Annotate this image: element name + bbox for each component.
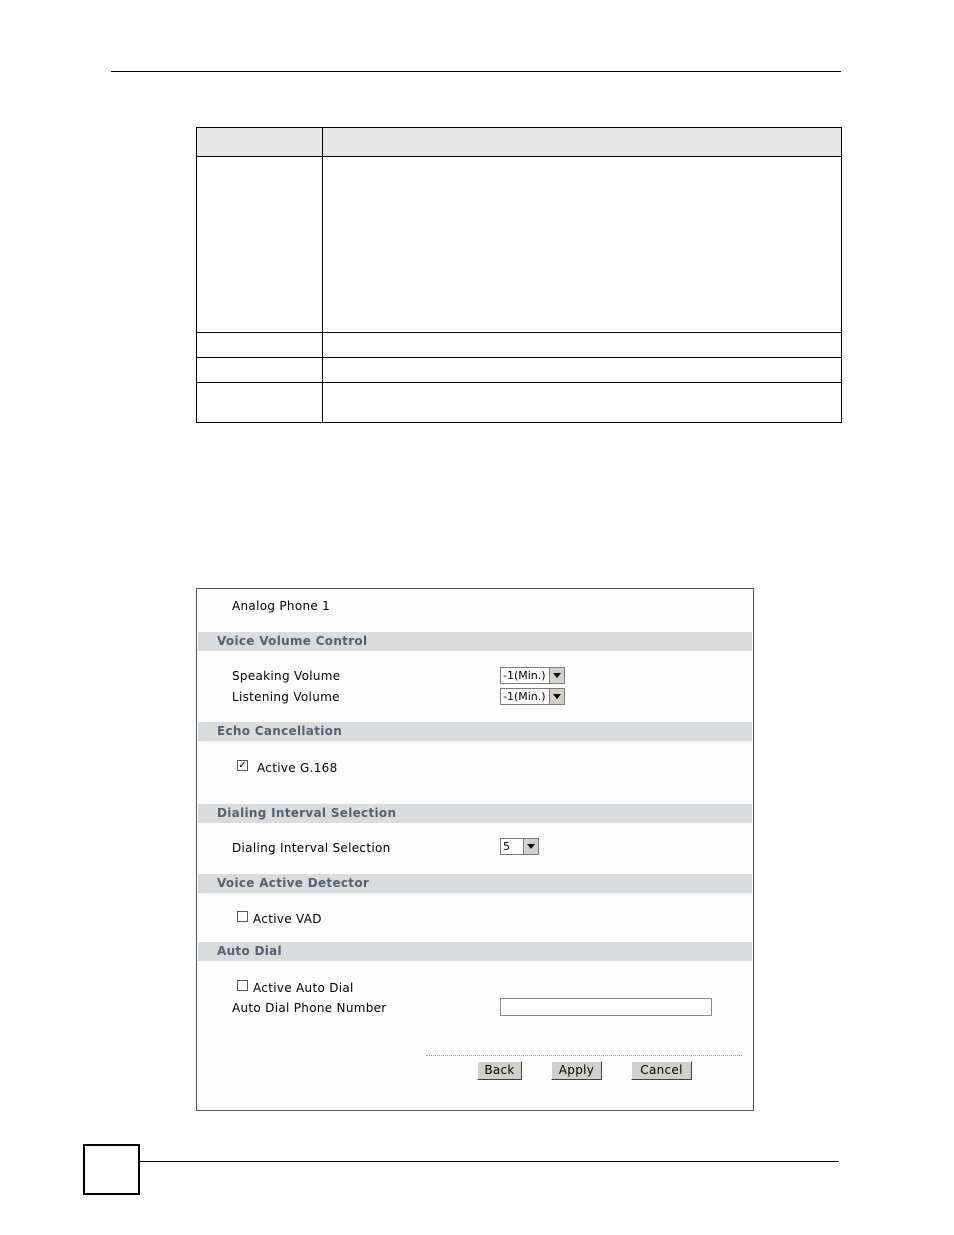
auto-dial-checkbox[interactable] — [237, 980, 248, 991]
apply-button[interactable]: Apply — [551, 1061, 602, 1080]
back-button[interactable]: Back — [477, 1061, 522, 1080]
auto-dial-label: Active Auto Dial — [253, 981, 354, 995]
echo-cancellation-label: Active G.168 — [257, 761, 338, 775]
speaking-volume-select[interactable] — [500, 667, 565, 684]
listening-volume-label: Listening Volume — [232, 690, 340, 704]
reference-table — [196, 127, 842, 423]
chevron-down-icon[interactable] — [549, 668, 564, 683]
section-auto-dial: Auto Dial — [198, 942, 752, 961]
table-row-divider — [197, 357, 841, 358]
speaking-volume-label: Speaking Volume — [232, 669, 341, 683]
listening-volume-value: -1(Min.) — [503, 690, 546, 703]
footer-rule — [140, 1161, 839, 1162]
button-separator — [426, 1055, 742, 1056]
auto-dial-number-label: Auto Dial Phone Number — [232, 1001, 387, 1015]
port-title: Analog Phone 1 — [232, 599, 331, 613]
table-column-divider — [322, 128, 323, 422]
cancel-button[interactable]: Cancel — [631, 1061, 692, 1080]
header-rule — [111, 71, 841, 72]
section-voice-active-detector: Voice Active Detector — [198, 874, 752, 893]
speaking-volume-value: -1(Min.) — [503, 669, 546, 682]
analog-phone-settings-panel — [196, 588, 754, 1111]
vad-checkbox[interactable] — [237, 911, 248, 922]
table-header-row — [197, 128, 841, 157]
listening-volume-select[interactable] — [500, 688, 565, 705]
page-number-box — [83, 1144, 140, 1195]
chevron-down-icon[interactable] — [549, 689, 564, 704]
dialing-interval-select[interactable] — [500, 838, 539, 855]
auto-dial-number-input[interactable] — [500, 998, 712, 1016]
vad-label: Active VAD — [253, 912, 322, 926]
check-mark-icon: ✓ — [238, 760, 247, 771]
section-dialing-interval: Dialing Interval Selection — [198, 804, 752, 823]
table-row-divider — [197, 382, 841, 383]
dialing-interval-value: 5 — [503, 840, 510, 853]
section-voice-volume-control: Voice Volume Control — [198, 632, 752, 651]
section-echo-cancellation: Echo Cancellation — [198, 722, 752, 741]
chevron-down-icon[interactable] — [523, 839, 538, 854]
echo-cancellation-checkbox[interactable] — [237, 760, 248, 771]
dialing-interval-label: Dialing Interval Selection — [232, 841, 391, 855]
table-row-divider — [197, 332, 841, 333]
